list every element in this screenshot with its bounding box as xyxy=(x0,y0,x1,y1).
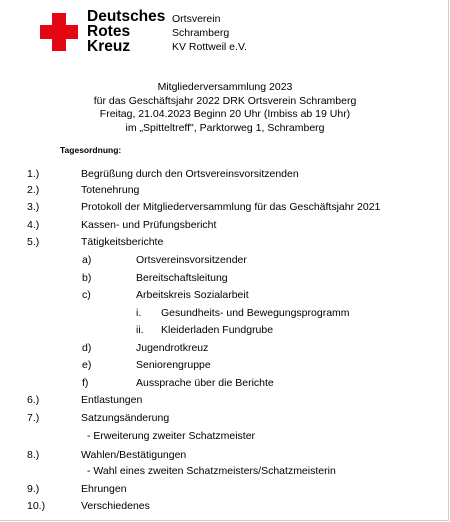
logo-line-2: Rotes xyxy=(87,23,131,40)
agenda-label: Tagesordnung: xyxy=(60,145,122,155)
report-item-letter: e) xyxy=(82,359,92,371)
report-item-letter: b) xyxy=(82,272,92,284)
heading-title: Mitgliederversammlung 2023 xyxy=(157,81,293,93)
report-item-text: Jugendrotkreuz xyxy=(136,342,209,354)
agenda-item-number: 10.) xyxy=(27,500,46,512)
agenda-item-number: 6.) xyxy=(27,394,40,406)
agenda-item-number: 8.) xyxy=(27,449,40,461)
org-line-3: KV Rottweil e.V. xyxy=(172,41,247,53)
agenda-note-text: - Wahl eines zweiten Schatzmeisters/Schatzmeisterin xyxy=(87,465,336,477)
agenda-note-text: - Erweiterung zweiter Schatzmeister xyxy=(87,430,256,442)
agenda-item-text: Wahlen/Bestätigungen xyxy=(81,449,187,461)
agenda-item-text: Protokoll der Mitgliederversammlung für das Geschäftsjahr 2021 xyxy=(81,201,381,213)
agenda-item-text: Verschiedenes xyxy=(81,500,150,512)
report-item-text: Aussprache über die Berichte xyxy=(136,377,274,389)
org-line-1: Ortsverein xyxy=(172,13,221,25)
heading-date: Freitag, 21.04.2023 Beginn 20 Uhr (Imbiss ab 19 Uhr) xyxy=(99,108,351,120)
agenda-item-number: 1.) xyxy=(27,168,40,180)
report-item-letter: d) xyxy=(82,342,92,354)
logo-wordmark xyxy=(87,9,165,54)
agenda-item-text: Ehrungen xyxy=(81,483,127,495)
social-work-text: Gesundheits- und Bewegungsprogramm xyxy=(161,307,350,319)
agenda-item-number: 5.) xyxy=(27,236,40,248)
agenda-item-number: 7.) xyxy=(27,412,40,424)
report-item-letter: a) xyxy=(82,254,92,266)
report-item-text: Arbeitskreis Sozialarbeit xyxy=(136,289,249,301)
agenda-item-text: Totenehrung xyxy=(81,184,140,196)
report-item-text: Ortsvereinsvorsitzender xyxy=(136,254,247,266)
report-item-letter: f) xyxy=(82,377,89,389)
agenda-item-text: Entlastungen xyxy=(81,394,143,406)
agenda-item-number: 9.) xyxy=(27,483,40,495)
heading-fiscal-year: für das Geschäftsjahr 2022 DRK Ortsverein Schramberg xyxy=(93,94,357,107)
meeting-heading xyxy=(0,81,450,135)
agenda-item-text: Satzungsänderung xyxy=(81,412,170,424)
agenda-item-number: 4.) xyxy=(27,219,40,231)
social-work-number: ii. xyxy=(136,324,144,336)
red-cross-logo-icon xyxy=(40,13,78,51)
agenda-item-text: Kassen- und Prüfungsbericht xyxy=(81,219,217,231)
logo-line-3: Kreuz xyxy=(87,38,131,55)
org-address xyxy=(172,12,247,54)
report-item-text: Bereitschaftsleitung xyxy=(136,272,228,284)
agenda-item-text: Begrüßung durch den Ortsvereinsvorsitzenden xyxy=(81,168,299,180)
social-work-number: i. xyxy=(136,307,142,319)
agenda-item-number: 2.) xyxy=(27,184,40,196)
logo-line-1: Deutsches xyxy=(87,8,166,25)
report-item-letter: c) xyxy=(82,289,91,301)
agenda-item-number: 3.) xyxy=(27,201,40,213)
heading-location: im „Spitteltreff", Parktorweg 1, Schramberg xyxy=(125,121,325,134)
report-item-text: Seniorengruppe xyxy=(136,359,211,371)
social-work-text: Kleiderladen Fundgrube xyxy=(161,324,274,336)
agenda-item-text: Tätigkeitsberichte xyxy=(81,236,164,248)
org-line-2: Schramberg xyxy=(172,27,230,39)
